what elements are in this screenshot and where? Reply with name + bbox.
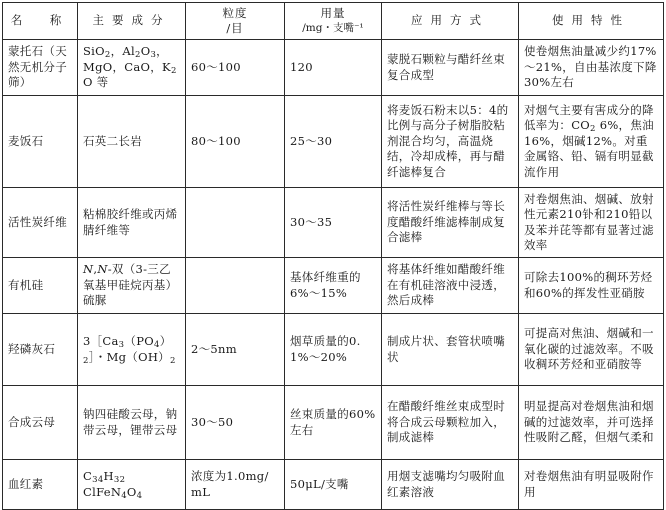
header-composition: 主要成分 [78,3,186,40]
cell-size: 30～50 [186,386,285,460]
filter-additives-table [2,2,664,510]
cell-composition: 钠四硅酸云母，钠带云母，锂带云母 [78,386,186,460]
header-properties: 使用特性 [519,3,664,40]
table-row [3,188,664,258]
cell-size: 浓度为1.0mg/mL [186,460,285,510]
cell-size: 2～5nm [186,314,285,386]
cell-dose: 30～35 [285,188,382,258]
cell-method: 在醋酸纤维丝束成型时将合成云母颗粒加入，制成滤棒 [382,386,519,460]
cell-properties: 对烟气主要有害成分的降低率为：$CO_2$ 6%，焦油16%，烟碱12%。对重金属铬、铅、镉有明显截流作用 [519,96,664,188]
table-row [3,460,664,510]
cell-name: 羟磷灰石 [3,314,78,386]
cell-properties: 使卷烟焦油量减少约17%～21%，自由基浓度下降30%左右 [519,40,664,96]
cell-name: 麦饭石 [3,96,78,188]
cell-properties: 明显提高对卷烟焦油和烟碱的过滤效率，并可选择性吸附乙醛，但烟气柔和 [519,386,664,460]
header-size-line2: /目 [226,21,244,35]
cell-dose: 烟草质量的0.1%～20% [285,314,382,386]
table-row [3,258,664,314]
cell-size: 80～100 [186,96,285,188]
cell-composition: $C_{34}H_{32}$ $ClFeN_4O_4$ [78,460,186,510]
cell-dose: 基体纤维重的6%～15% [285,258,382,314]
cell-name: 蒙托石（天然无机分子筛） [3,40,78,96]
cell-composition: N,N-双（3-三乙氧基甲硅烷丙基）硫脲 [78,258,186,314]
cell-method: 制成片状、套管状喷嘴状 [382,314,519,386]
cell-dose: 丝束质量的60%左右 [285,386,382,460]
cell-method: 用烟支滤嘴均匀吸附血红素溶液 [382,460,519,510]
header-dose-line2: /mg・支嘴⁻¹ [302,22,364,34]
cell-method: 将基体纤维如醋酸纤维在有机硅溶液中浸透，然后成棒 [382,258,519,314]
cell-method: 将活性炭纤维棒与等长度醋酸纤维滤棒制成复合滤棒 [382,188,519,258]
cell-method: 蒙脱石颗粒与醋纤丝束复合成型 [382,40,519,96]
table-row [3,386,664,460]
header-size [186,3,285,40]
cell-name: 有机硅 [3,258,78,314]
header-dose-line1: 用量 [320,5,346,20]
cell-composition: SiO$_2$，$Al_2O_3$，MgO，CaO，$K_2O$ 等 [78,40,186,96]
cell-dose: 50μL/支嘴 [285,460,382,510]
table-header-row [3,3,664,40]
cell-properties: 可提高对焦油、烟碱和一氧化碳的过滤效率。不吸收稠环芳烃和亚硝胺等 [519,314,664,386]
cell-properties: 对卷烟焦油、烟碱、放射性元素210钋和210铅以及苯并芘等都有显著过滤效率 [519,188,664,258]
cell-name: 活性炭纤维 [3,188,78,258]
cell-method: 将麦饭石粉末以5：4的比例与高分子树脂胶粘剂混合均匀，高温烧结，冷却成棒，再与醋纤滤棒复合 [382,96,519,188]
header-size-line1: 粒度 [222,5,248,20]
cell-name: 血红素 [3,460,78,510]
cell-dose: 25～30 [285,96,382,188]
cell-composition: $3[Ca_3(PO_4)_2]$・$Mg(OH)_2$ [78,314,186,386]
table-body [3,40,664,510]
cell-properties: 可除去100%的稠环芳烃和60%的挥发性亚硝胺 [519,258,664,314]
cell-composition: 石英二长岩 [78,96,186,188]
header-dose [285,3,382,40]
header-name: 名 称 [3,3,78,40]
cell-size: 60～100 [186,40,285,96]
table-row [3,40,664,96]
cell-name: 合成云母 [3,386,78,460]
cell-size [186,258,285,314]
cell-composition: 粘棉胶纤维或丙烯腈纤维等 [78,188,186,258]
cell-size [186,188,285,258]
header-method: 应用方式 [382,3,519,40]
table-row [3,96,664,188]
table-row [3,314,664,386]
cell-dose: 120 [285,40,382,96]
cell-properties: 对卷烟焦油有明显吸附作用 [519,460,664,510]
